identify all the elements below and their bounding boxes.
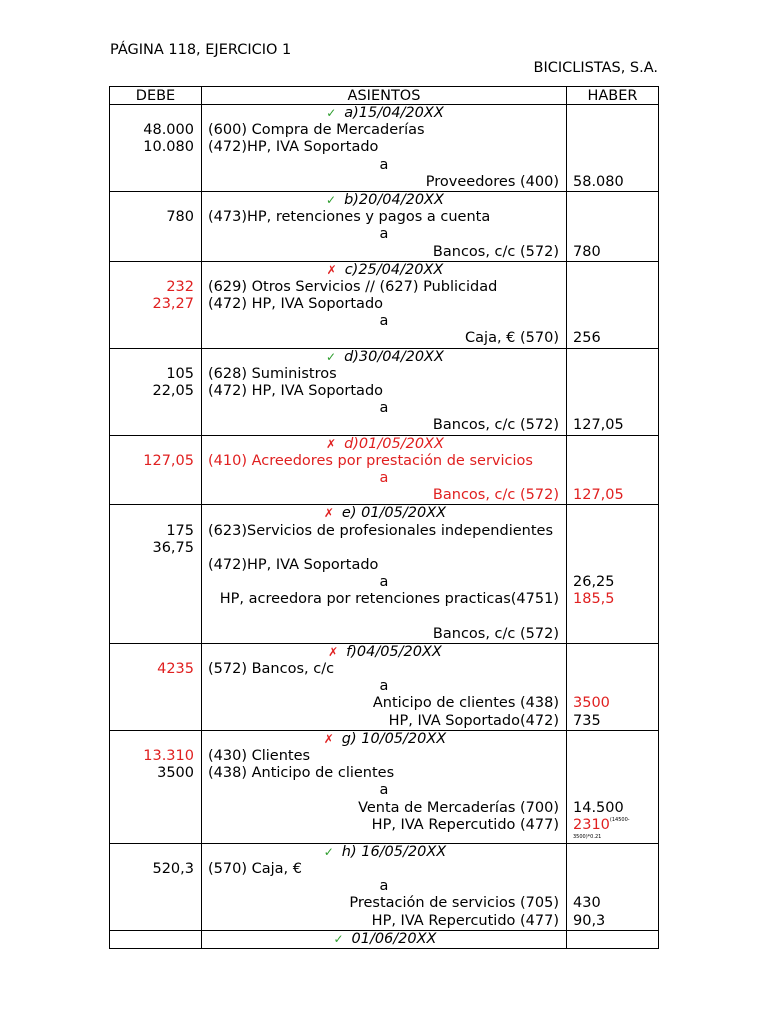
debit-account: (430) Clientes [208, 747, 311, 764]
entry-date: ✗ c)25/04/20XX [326, 261, 444, 278]
a-connector: a [379, 574, 389, 591]
a-connector: a [379, 400, 389, 417]
asiento-cell [202, 643, 567, 730]
haber-amount: 2310 [573, 816, 610, 833]
debe-cell [110, 105, 202, 192]
journal-entry [110, 643, 659, 730]
journal-entry [110, 843, 659, 930]
journal-entry [110, 505, 659, 644]
debit-account: (629) Otros Servicios // (627) Publicidad [208, 278, 498, 295]
haber-cell [567, 505, 659, 644]
debe-amount: 4235 [157, 661, 194, 678]
haber-cell [567, 730, 659, 843]
debit-account: (410) Acreedores por prestación de servicios [208, 452, 533, 469]
debe-amount: 10.080 [143, 139, 194, 156]
credit-account: Prestación de servicios (705) [349, 895, 559, 912]
entry-date: ✗ f)04/05/20XX [328, 643, 442, 660]
haber-cell [567, 843, 659, 930]
haber-amount: 26,25 [573, 574, 615, 591]
entry-date: ✓ a)15/04/20XX [326, 105, 444, 121]
debe-amount: 13.310 [143, 747, 194, 764]
credit-account: Bancos, c/c (572) [432, 243, 559, 260]
entry-date: ✗ g) 10/05/20XX [323, 730, 447, 747]
journal-entry [110, 348, 659, 435]
credit-account: Bancos, c/c (572) [432, 487, 559, 504]
debe-cell [110, 191, 202, 261]
debe-cell [110, 930, 202, 948]
company-name: BICICLISTAS, S.A. [533, 60, 658, 76]
check-icon: ✓ [326, 349, 337, 364]
journal-entry [110, 261, 659, 348]
haber-cell [567, 643, 659, 730]
column-header-debe: DEBE [110, 87, 202, 105]
haber-amount: 256 [573, 330, 601, 347]
a-connector: a [379, 313, 389, 330]
asiento-cell [202, 191, 567, 261]
credit-account: HP, IVA Repercutido (477) [371, 912, 559, 929]
credit-account: HP, acreedora por retenciones practicas(4751) [219, 591, 559, 608]
asiento-cell [202, 105, 567, 192]
debe-cell [110, 261, 202, 348]
haber-amount: 127,05 [573, 417, 624, 434]
credit-account: Venta de Mercaderías (700) [358, 799, 559, 816]
debit-account: (438) Anticipo de clientes [208, 765, 395, 782]
debe-amount: 3500 [157, 765, 194, 782]
debit-account: (628) Suministros [208, 365, 337, 382]
cross-icon: ✗ [326, 262, 337, 277]
credit-account: Bancos, c/c (572) [432, 625, 559, 642]
asiento-cell [202, 730, 567, 843]
credit-account: Anticipo de clientes (438) [372, 695, 559, 712]
page-reference: PÁGINA 118, EJERCICIO 1 [110, 42, 292, 58]
debe-amount: 127,05 [143, 452, 194, 469]
debe-amount: 23,27 [152, 296, 194, 313]
haber-cell [567, 191, 659, 261]
debe-amount: 36,75 [152, 539, 194, 556]
credit-account: Proveedores (400) [425, 173, 559, 190]
asiento-cell [202, 435, 567, 505]
journal-entry [110, 435, 659, 505]
haber-amount: 430 [573, 895, 601, 912]
entry-date: ✗ d)01/05/20XX [326, 435, 444, 452]
credit-account: Caja, € (570) [465, 330, 559, 347]
a-connector: a [379, 878, 389, 895]
cross-icon: ✗ [328, 644, 339, 659]
asiento-cell [202, 505, 567, 644]
debit-account: (600) Compra de Mercaderías [208, 122, 425, 139]
debe-cell [110, 843, 202, 930]
debe-cell [110, 505, 202, 644]
cross-icon: ✗ [323, 506, 334, 521]
haber-amount: 185,5 [573, 591, 615, 608]
a-connector: a [379, 678, 389, 695]
check-icon: ✓ [333, 931, 344, 946]
haber-amount: 3500 [573, 695, 610, 712]
journal-entry [110, 105, 659, 192]
credit-account: HP, IVA Repercutido (477) [371, 816, 559, 833]
check-icon: ✓ [326, 192, 337, 207]
a-connector: a [379, 156, 389, 173]
column-header-asientos: ASIENTOS [202, 87, 567, 105]
journal-entry [110, 730, 659, 843]
debe-amount: 520,3 [152, 861, 194, 878]
haber-amount: 58.080 [573, 173, 624, 190]
haber-cell [567, 348, 659, 435]
debe-amount: 48.000 [143, 122, 194, 139]
debit-account: (623)Servicios de profesionales independientes [208, 522, 554, 539]
entry-date: ✓ 01/06/20XX [333, 930, 437, 947]
cross-icon: ✗ [323, 731, 334, 746]
debe-cell [110, 643, 202, 730]
debit-account: (572) Bancos, c/c [208, 661, 335, 678]
debit-account: (472)HP, IVA Soportado [208, 556, 379, 573]
debe-amount: 780 [166, 209, 194, 226]
a-connector: a [379, 469, 389, 486]
cross-icon: ✗ [326, 436, 337, 451]
asiento-cell [202, 930, 567, 948]
debit-account: (472) HP, IVA Soportado [208, 383, 384, 399]
haber-amount: 735 [573, 712, 601, 729]
debe-cell [110, 730, 202, 843]
debe-cell [110, 435, 202, 505]
column-header-haber: HABER [567, 87, 659, 105]
table-header-row [110, 87, 659, 105]
debe-cell [110, 348, 202, 435]
haber-amount: 14.500 [573, 799, 624, 816]
entry-date: ✓ h) 16/05/20XX [323, 843, 447, 860]
calculation-note: 3500)*0.21 [573, 833, 602, 840]
asiento-cell [202, 261, 567, 348]
journal-entry [110, 191, 659, 261]
debe-amount: 105 [166, 365, 194, 382]
haber-cell [567, 105, 659, 192]
haber-cell [567, 930, 659, 948]
credit-account: Bancos, c/c (572) [432, 417, 559, 434]
asiento-cell [202, 348, 567, 435]
asiento-cell [202, 843, 567, 930]
calculation-note: (14500- [609, 816, 630, 823]
debit-account: (473)HP, retenciones y pagos a cuenta [208, 209, 491, 226]
debe-amount: 22,05 [152, 383, 194, 399]
entry-date: ✗ e) 01/05/20XX [323, 505, 447, 522]
credit-account: HP, IVA Soportado(472) [388, 712, 559, 729]
debe-amount: 175 [166, 522, 194, 539]
haber-cell [567, 435, 659, 505]
haber-cell [567, 261, 659, 348]
a-connector: a [379, 226, 389, 243]
entry-date: ✓ b)20/04/20XX [326, 191, 444, 208]
debit-account: (472)HP, IVA Soportado [208, 139, 379, 156]
debe-amount: 232 [166, 278, 194, 295]
haber-amount: 90,3 [573, 912, 606, 929]
check-icon: ✓ [326, 106, 337, 120]
haber-amount: 780 [573, 243, 601, 260]
a-connector: a [379, 782, 389, 799]
journal-entry [110, 930, 659, 948]
entry-date: ✓ d)30/04/20XX [326, 348, 444, 365]
check-icon: ✓ [323, 844, 334, 859]
debit-account: (570) Caja, € [208, 861, 302, 878]
haber-amount: 127,05 [573, 487, 624, 504]
journal-table [109, 86, 659, 949]
debit-account: (472) HP, IVA Soportado [208, 296, 384, 313]
